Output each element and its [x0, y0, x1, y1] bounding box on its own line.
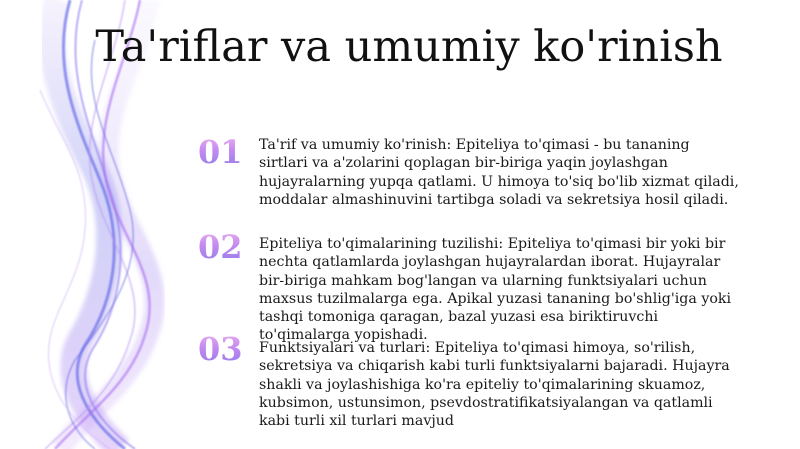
- item-number: 03: [198, 330, 254, 368]
- item-text: Funktsiyalari va turlari: Epiteliya to'qimasi himoya, so'rilish, sekretsiya va chiqarish kabi turli funktsiyalarni bajaradi. Hujayra shakli va joylashishiga ko'ra epiteliy to'qimalarining skuamoz, kubsimon, ustunsimon, psevdostratifikatsiyalangan va qatlamli kabi turli xil turlari mavjud: [259, 340, 730, 430]
- item-number: 02: [198, 228, 254, 266]
- item-number: 01: [198, 133, 254, 171]
- item-text: Ta'rif va umumiy ko'rinish: Epiteliya to'qimasi - bu tananing sirtlari va a'zolarini qoplagan bir-biriga yaqin joylashgan hujayralarning yupqa qatlami. U himoya to'siq bo'lib xizmat qiladi, moddalar almashinuvini tartibga soladi va sekretsiya hosil qiladi.: [259, 137, 739, 208]
- page-title: Ta'riflar va umumiy ko'rinish: [95, 22, 723, 72]
- item-text: Epiteliya to'qimalarining tuzilishi: Epiteliya to'qimasi bir yoki bir nechta qatlamlarda joylashgan hujayralardan iborat. Hujayralar bir-biriga mahkam bog'langan va ularning funktsiyalari uchun maxsus tuzilmalarga ega. Apikal yuzasi tananing bo'shlig'iga yoki tashqi tomoniga qaragan, bazal yuzasi esa biriktiruvchi to'qimalarga yopishadi.: [259, 236, 732, 344]
